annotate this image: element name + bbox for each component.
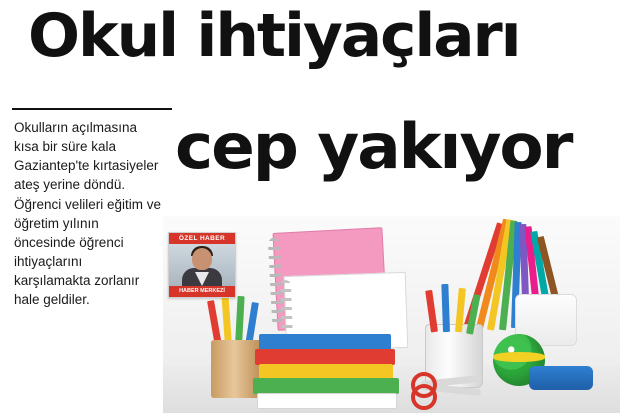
stapler bbox=[529, 366, 593, 390]
avatar-head bbox=[192, 248, 212, 270]
cup-pencil-blue-icon bbox=[441, 284, 450, 332]
badge-tag-label: ÖZEL HABER bbox=[169, 233, 235, 244]
divider bbox=[12, 108, 172, 110]
status-badge bbox=[168, 232, 236, 298]
page-title: Okul ihtiyaçları bbox=[28, 1, 520, 71]
page-subtitle: cep yakıyor bbox=[175, 110, 572, 183]
ball-stripe bbox=[493, 352, 545, 362]
badge-reporter-name: HABER MERKEZİ bbox=[169, 286, 235, 297]
book-red bbox=[255, 349, 395, 365]
book-green bbox=[253, 378, 399, 394]
scissors-icon bbox=[411, 374, 483, 400]
lead-paragraph: Okulların açılmasına kısa bir süre kala Gaziantep'te kırtasiyeler ateş yerine döndü. Öğrenci velileri eğitim ve öğretim yılının öncesinde öğrenci ihtiyaçlarını karşılamakta zorlanır hale geldiler. bbox=[14, 120, 162, 308]
holder-pencil-yellow-icon bbox=[221, 294, 232, 346]
book-blue bbox=[259, 334, 391, 350]
scissors-handle bbox=[411, 384, 437, 410]
book-white bbox=[257, 393, 397, 409]
book-yellow bbox=[259, 364, 393, 379]
holder-pencil-green-icon bbox=[235, 296, 245, 346]
avatar bbox=[169, 244, 235, 286]
